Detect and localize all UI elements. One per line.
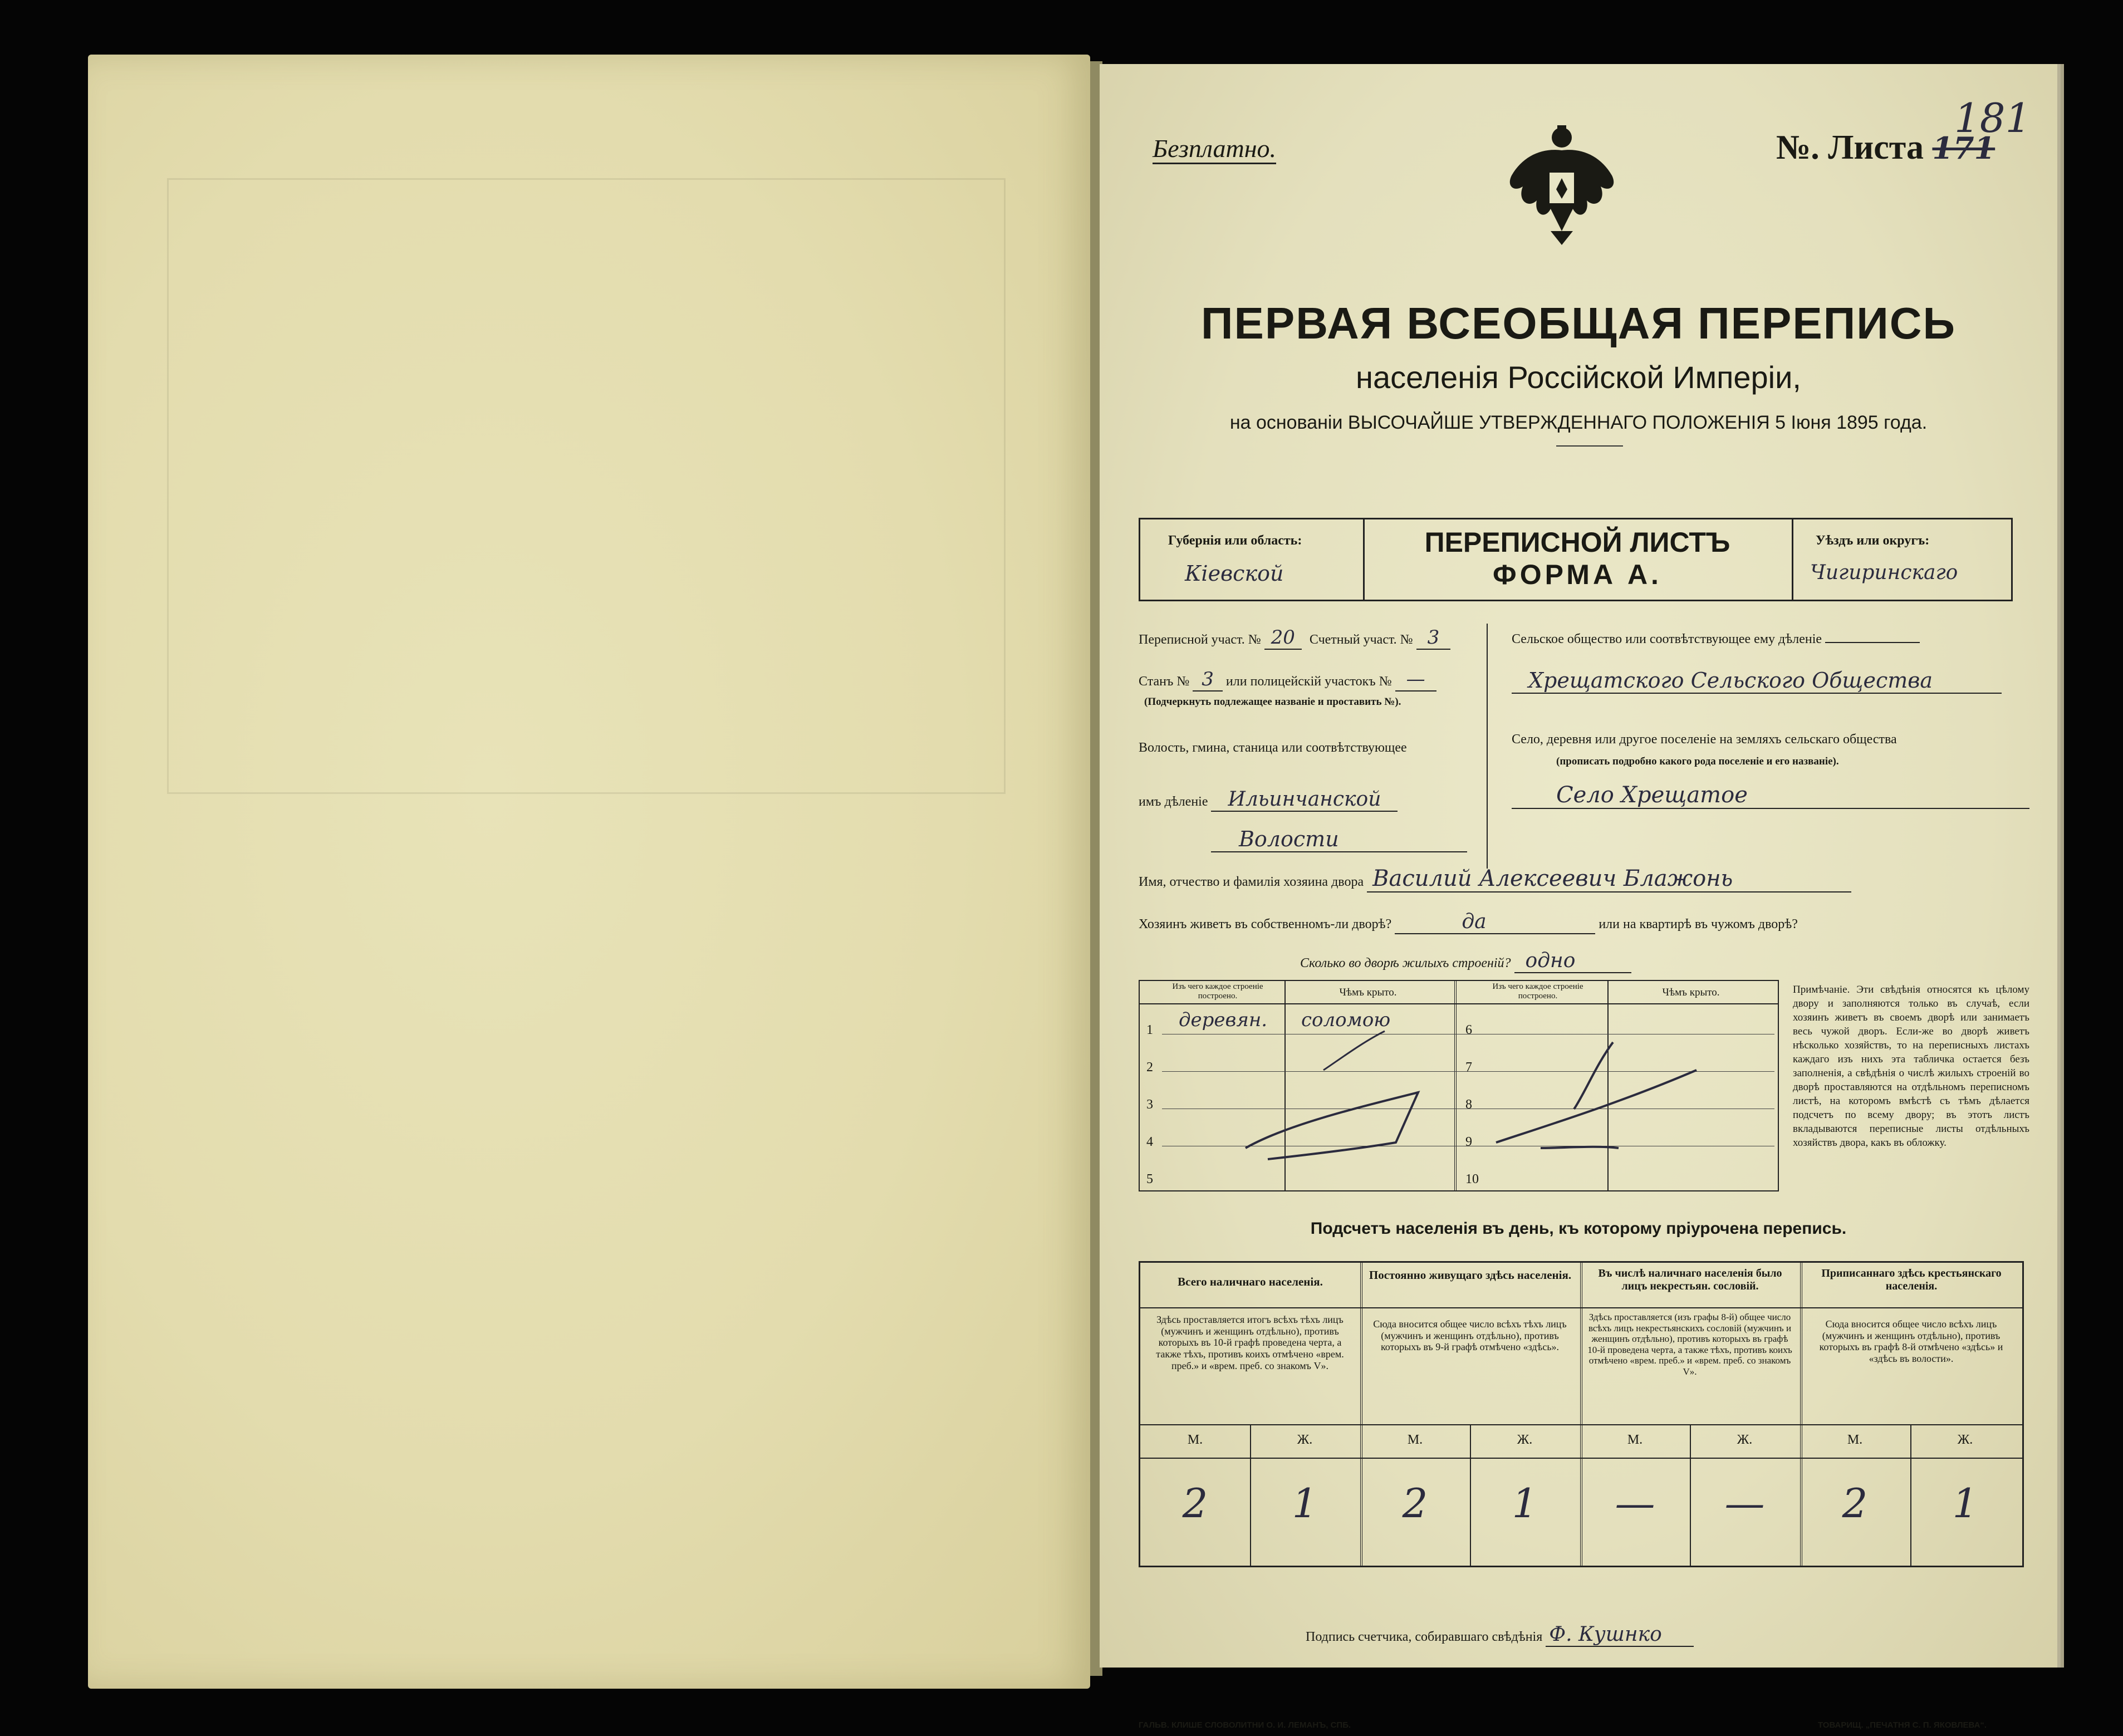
- row-num: 2: [1146, 1060, 1153, 1075]
- row-num: 9: [1465, 1135, 1472, 1149]
- village-label: Село, деревня или другое поселеніе на земляхъ сельскаго общества: [1512, 732, 1897, 747]
- village-note: (прописать подробно какого рода поселеніе и его названіе).: [1556, 756, 1839, 767]
- count-col1-desc: Здѣсь проставляется итогъ всѣхъ тѣхъ лицъ (мужчинъ и женщинъ отдѣльно), противъ которыхъ въ 10-й графѣ проведена черта, а также тѣхъ, противъ коихъ отмѣчено «врем. преб.» и «врем. преб. со знакомъ V».: [1156, 1314, 1344, 1371]
- row-num: 8: [1465, 1097, 1472, 1112]
- buildings-label: Сколько во дворѣ жилыхъ строеній?: [1300, 956, 1511, 970]
- census-form-page: [1100, 64, 2057, 1730]
- f-label: Ж.: [1517, 1433, 1533, 1447]
- volost-label: Волость, гмина, станица или соотвѣтствующее: [1139, 741, 1407, 755]
- count-col2-head: Постоянно живущаго здѣсь населенія.: [1369, 1268, 1572, 1282]
- m-label: М.: [1847, 1433, 1863, 1447]
- decree-basis: на основаніи ВЫСОЧАЙШЕ УТВЕРЖДЕННАГО ПОЛОЖЕНІЯ 5 Іюня 1895 года.: [1229, 412, 1928, 433]
- count-col3-head: Въ числѣ наличнаго населенія было лицъ некрестьян. сословій.: [1598, 1267, 1782, 1292]
- printer-left: ГАЛЬВ. КЛИШЕ СЛОВОЛИТНИ О. И. ЛЕМАНЪ, СПБ.: [1139, 1720, 1351, 1730]
- form-title-line2: ФОРМА А.: [1493, 559, 1662, 590]
- document-subtitle: населенія Россійской Имперіи,: [1356, 360, 1801, 395]
- sheet-number-struck: 171: [1932, 130, 1995, 166]
- form-header-box: [1139, 518, 2013, 601]
- row1-material: деревян.: [1179, 1009, 1268, 1031]
- count-col2-f: 1: [1512, 1480, 1538, 1527]
- sheet-number-label: №. Листа: [1776, 129, 1924, 166]
- society-value: Хрещатского Сельского Общества: [1512, 668, 2002, 694]
- count-col2-desc: Сюда вносится общее число всѣхъ тѣхъ лицъ (мужчинъ и женщинъ отдѣльно), противъ которыхъ въ 9-й графѣ отмѣчено «здѣсь».: [1373, 1318, 1567, 1353]
- buildings-note: Примѣчаніе. Эти свѣдѣнія относятся къ цѣлому двору и заполняются только въ случаѣ, если хозяинъ живетъ въ своемъ дворѣ или занимаетъ весь чужой дворъ. Если-же во дворѣ живетъ нѣсколько хозяйствъ, то на переписныхъ листахъ каждаго изъ нихъ эта табличка остается безъ заполненія, а свѣдѣнія о числѣ жилыхъ строеній во дворѣ проставляются на отдѣльномъ переписномъ листѣ, на которомъ вмѣстѣ съ тѣмъ дѣлается подсчетъ по всему двору; въ этотъ листъ вкладываются переписные листы отдѣльныхъ хозяйствъ двора, какъ въ обложку.: [1793, 984, 2029, 1149]
- sheet-number-handwritten: 181: [1954, 95, 2031, 141]
- village-value: Село Хрещатое: [1512, 782, 2029, 809]
- volost-value-1: Ильинчанской: [1211, 788, 1398, 812]
- col-material-right: Изъ чего каждое строеніе построено.: [1492, 982, 1583, 1001]
- row-num: 1: [1146, 1023, 1153, 1037]
- col-roof-right: Чѣмъ крыто.: [1662, 987, 1720, 998]
- row-num: 5: [1146, 1172, 1153, 1186]
- column-divider: [1487, 624, 1488, 869]
- count-section-value: 3: [1416, 626, 1451, 650]
- census-section-label: Переписной участ. №: [1139, 632, 1261, 647]
- row-num: 6: [1465, 1023, 1472, 1037]
- uezd-value: Чигиринскаго: [1810, 561, 1958, 584]
- owner-value: Василий Алексеевич Блажонь: [1367, 866, 1851, 892]
- underline-note: (Подчеркнуть подлежащее названіе и проставить №).: [1144, 696, 1401, 708]
- row-num: 4: [1146, 1135, 1153, 1149]
- rented-label: или на квартирѣ въ чужомъ дворѣ?: [1599, 917, 1798, 931]
- col-material-left: Изъ чего каждое строеніе построено.: [1172, 982, 1263, 1001]
- row1-roof: соломою: [1301, 1009, 1391, 1031]
- police-label: или полицейскій участокъ №: [1225, 674, 1392, 689]
- volost-value-2: Волости: [1211, 827, 1467, 852]
- row-num: 3: [1146, 1097, 1153, 1112]
- ornament-divider: [1556, 445, 1623, 447]
- buildings-value: одно: [1514, 949, 1631, 973]
- police-value: —: [1395, 668, 1436, 692]
- printer-right: ТОВАРИЩ. „ПЕЧАТНЯ С. П. ЯКОВЛЕВА“.: [1818, 1720, 1987, 1730]
- col-roof-left: Чѣмъ крыто.: [1339, 987, 1397, 998]
- census-section-value: 20: [1264, 626, 1302, 650]
- owner-label: Имя, отчество и фамилія хозяина двора: [1139, 875, 1364, 889]
- count-section-label: Счетный участ. №: [1309, 632, 1413, 647]
- f-label: Ж.: [1297, 1433, 1313, 1447]
- volost-label-2: имъ дѣленіе: [1139, 795, 1208, 809]
- row-num: 7: [1465, 1060, 1472, 1075]
- form-title-line1: ПЕРЕПИСНОЙ ЛИСТЪ: [1424, 527, 1730, 558]
- count-col4-f: 1: [1952, 1480, 1978, 1527]
- signature-value: Ф. Кушнко: [1546, 1623, 1694, 1647]
- stan-label: Станъ №: [1139, 674, 1190, 689]
- strike-through-marks: [1140, 981, 1778, 1190]
- count-col4-desc: Сюда вносится общее число всѣхъ лицъ (мужчинъ и женщинъ отдѣльно), противъ которыхъ въ графѣ 8-й отмѣчено «здѣсь» и «здѣсь въ волости».: [1819, 1318, 2003, 1365]
- count-col1-m: 2: [1182, 1480, 1208, 1527]
- count-col3-f: —: [1724, 1480, 1765, 1527]
- uezd-label: Уѣздъ или округъ:: [1816, 533, 1930, 548]
- society-label: Сельское общество или соотвѣтствующее ему дѣленіе: [1512, 632, 1822, 646]
- m-label: М.: [1627, 1433, 1643, 1447]
- document-title: ПЕРВАЯ ВСЕОБЩАЯ ПЕРЕПИСЬ: [1201, 298, 1956, 348]
- bleed-through-ghost: [167, 178, 1006, 794]
- gubernia-label: Губернія или область:: [1168, 533, 1302, 548]
- population-count-table: [1139, 1261, 2024, 1567]
- free-label: Безплатно.: [1153, 134, 1276, 164]
- own-yard-label: Хозяинъ живетъ въ собственномъ-ли дворѣ?: [1139, 917, 1392, 931]
- count-col3-desc: Здѣсь проставляется (изъ графы 8-й) общее число всѣхъ лицъ некрестьянскихъ сословій (мужчинъ и женщинъ отдѣльно), противъ которыхъ въ графѣ 10-й проведена черта, а также тѣхъ, противъ коихъ отмѣчено «врем. преб.» и «врем. преб. со знакомъ V».: [1587, 1312, 1792, 1377]
- f-label: Ж.: [1737, 1433, 1753, 1447]
- m-label: М.: [1407, 1433, 1423, 1447]
- count-col2-m: 2: [1402, 1480, 1428, 1527]
- stan-value: 3: [1193, 668, 1223, 692]
- count-title: Подсчетъ населенія въ день, къ которому пріурочена перепись.: [1310, 1219, 1847, 1238]
- gubernia-value: Кіевской: [1185, 561, 1284, 586]
- m-label: М.: [1187, 1433, 1203, 1447]
- buildings-table: [1139, 980, 1779, 1191]
- own-yard-value: да: [1395, 910, 1595, 934]
- count-col3-m: —: [1615, 1480, 1655, 1527]
- count-col4-head: Приписаннаго здѣсь крестьянскаго населенія.: [1821, 1267, 2002, 1292]
- count-col1-f: 1: [1292, 1480, 1318, 1527]
- f-label: Ж.: [1957, 1433, 1973, 1447]
- signature-label: Подпись счетчика, собиравшаго свѣдѣнія: [1306, 1630, 1543, 1644]
- count-col1-head: Всего наличнаго населенія.: [1178, 1275, 1323, 1288]
- imperial-eagle-emblem: [1489, 125, 1634, 245]
- count-col4-m: 2: [1842, 1480, 1868, 1527]
- row-num: 10: [1465, 1172, 1479, 1186]
